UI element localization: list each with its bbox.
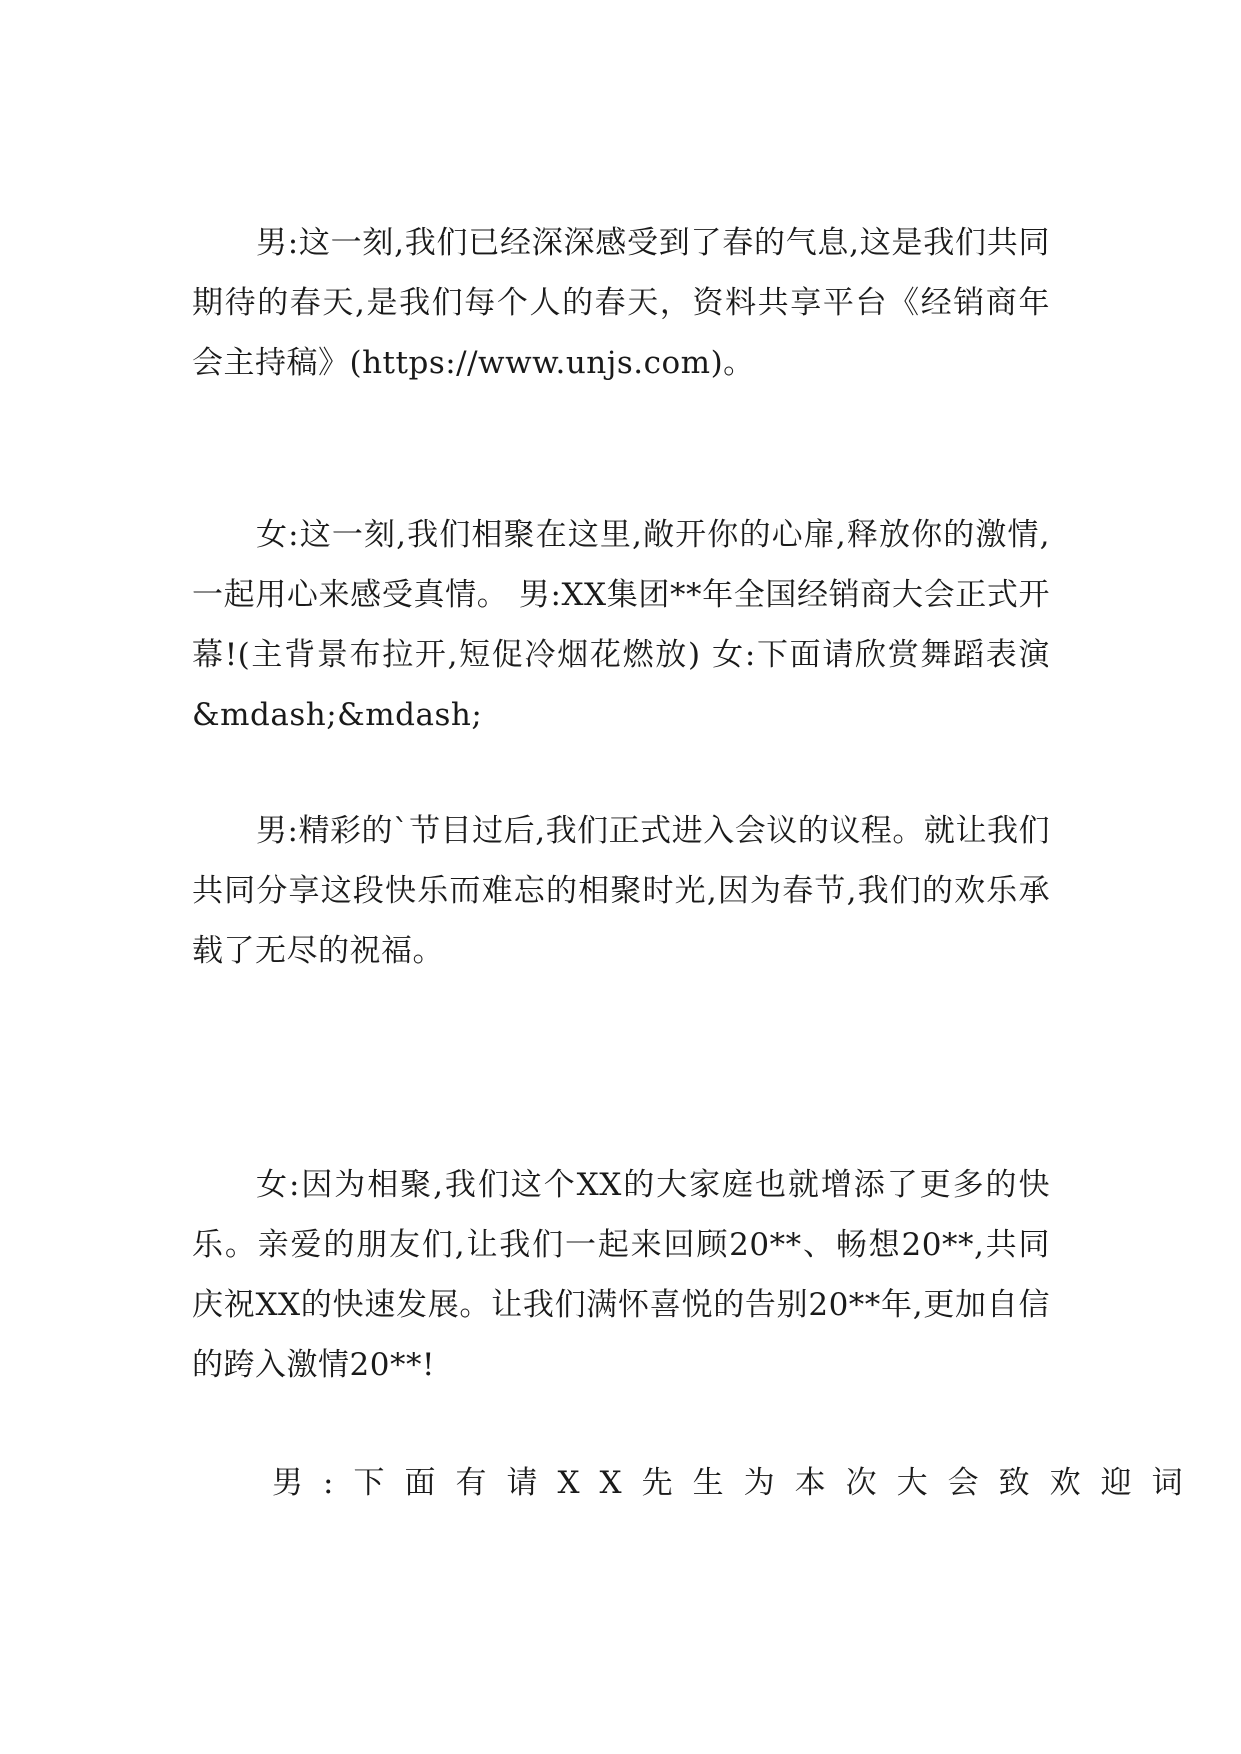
- paragraph-male-host-agenda: 男:精彩的`节目过后,我们正式进入会议的议程。就让我们共同分享这段快乐而难忘的相聚时光,因为春节,我们的欢乐承载了无尽的祝福。: [192, 813, 1050, 969]
- paragraph-male-host-welcome-speech: 男:下面有请XX先生为本次大会致欢迎词: [272, 1465, 1203, 1501]
- paragraph-female-host-opening: 女:这一刻,我们相聚在这里,敞开你的心扉,释放你的激情,一起用心来感受真情。 男:XX集团**年全国经销商大会正式开幕!(主背景布拉开,短促冷烟花燃放) 女:下面请欣赏舞蹈表演&mdash;&mdash;: [192, 517, 1050, 733]
- paragraph-male-host-spring: 男:这一刻,我们已经深深感受到了春的气息,这是我们共同期待的春天,是我们每个人的春天，资料共享平台《经销商年会主持稿》(https://www.unjs.com)。: [192, 225, 1050, 381]
- paragraph-female-host-review: 女:因为相聚,我们这个XX的大家庭也就增添了更多的快乐。亲爱的朋友们,让我们一起来回顾20**、畅想20**,共同庆祝XX的快速发展。让我们满怀喜悦的告别20**年,更加自信的跨入激情20**!: [192, 1167, 1050, 1383]
